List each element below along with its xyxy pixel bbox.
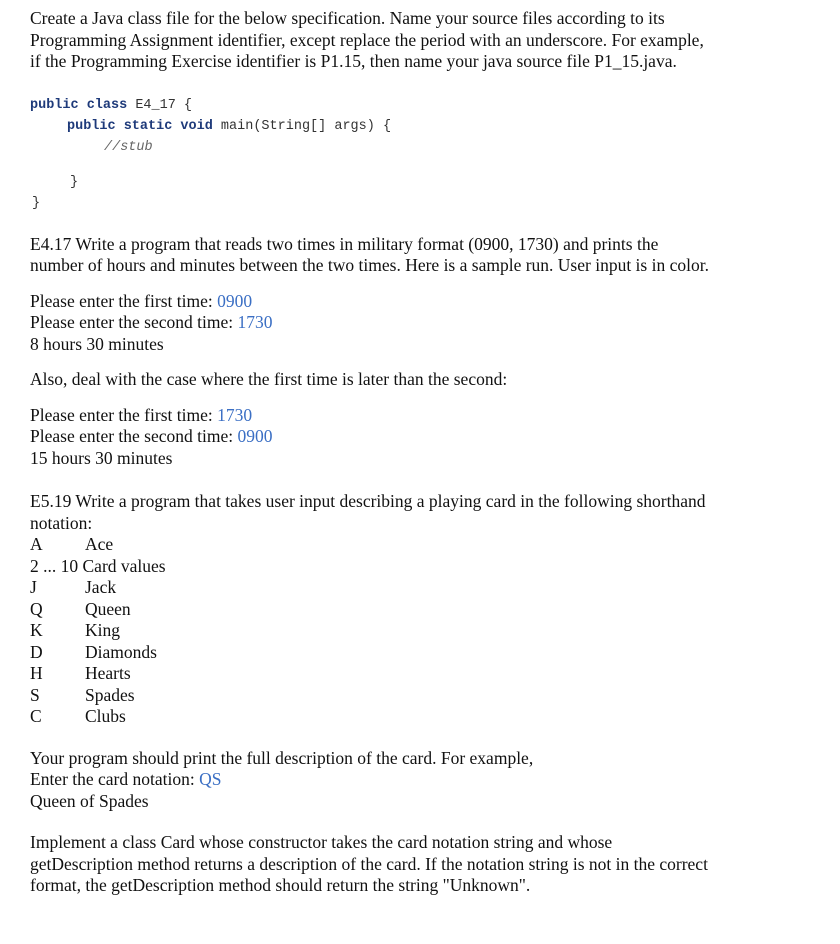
e417-line: E4.17 Write a program that reads two times in military format (0900, 1730) and prints the — [30, 233, 659, 254]
code-line — [30, 95, 820, 116]
e519-section — [30, 491, 820, 897]
intro-line: Create a Java class file for the below specification. Name your source files according to its — [30, 8, 665, 28]
notation-symbol: D — [30, 641, 43, 662]
user-input-text: 1730 — [237, 312, 273, 332]
notation-desc: Queen — [85, 598, 131, 619]
e519-line: notation: — [30, 512, 93, 533]
notation-desc: Spades — [85, 684, 135, 705]
notation-row — [30, 556, 820, 578]
card-values-text: 2 ... 10 Card values — [30, 555, 166, 576]
intro-paragraph — [30, 8, 820, 73]
code-line: } — [70, 174, 79, 190]
prompt-text: Please enter the second time: — [30, 312, 238, 332]
e417-line: number of hours and minutes between the two times. Here is a sample run. User input is in color. — [30, 255, 709, 275]
user-input-text: 0900 — [237, 426, 273, 446]
e417-section — [30, 234, 820, 470]
notation-row — [30, 599, 820, 621]
code-text: main(String[] args) { — [212, 118, 392, 134]
prompt-text: Enter the card notation: — [30, 769, 200, 789]
e519-line: E5.19 Write a program that takes user input describing a playing card in the following shorthand — [30, 491, 706, 511]
also-text: Also, deal with the case where the first time is later than the second: — [30, 369, 508, 389]
code-comment: //stub — [104, 139, 153, 155]
notation-table — [30, 534, 820, 728]
notation-symbol: H — [30, 663, 43, 683]
notation-symbol: Q — [30, 598, 43, 619]
code-block — [30, 95, 820, 214]
notation-desc: Ace — [85, 534, 114, 554]
result-text: Queen of Spades — [30, 790, 149, 811]
notation-row — [30, 620, 820, 642]
notation-desc: Jack — [85, 577, 117, 597]
notation-row — [30, 642, 820, 664]
notation-row — [30, 706, 820, 728]
intro-line: Programming Assignment identifier, except replace the period with an underscore. For example, — [30, 29, 704, 50]
notation-desc: Hearts — [85, 663, 131, 683]
code-line: } — [32, 195, 41, 211]
user-input-text: QS — [199, 769, 222, 789]
notation-desc: King — [85, 620, 120, 640]
prompt-text: Please enter the second time: — [30, 426, 238, 446]
sample-run-2 — [30, 405, 820, 470]
notation-symbol: S — [30, 684, 40, 705]
implement-paragraph — [30, 832, 820, 897]
code-keyword: public static void — [67, 118, 213, 134]
result-text: 8 hours 30 minutes — [30, 333, 164, 354]
notation-symbol: C — [30, 706, 42, 726]
code-text: E4_17 { — [127, 97, 193, 113]
implement-line: format, the getDescription method should return the string "Unknown". — [30, 875, 531, 895]
prompt-text: Please enter the first time: — [30, 290, 218, 311]
notation-symbol: K — [30, 620, 43, 640]
user-input-text: 0900 — [217, 290, 253, 311]
notation-row — [30, 685, 820, 707]
example-block — [30, 748, 820, 813]
notation-row — [30, 663, 820, 685]
notation-row — [30, 577, 820, 599]
notation-symbol: A — [30, 534, 43, 554]
document — [30, 8, 820, 897]
implement-line: Implement a class Card whose constructor takes the card notation string and whose — [30, 832, 613, 852]
result-text: 15 hours 30 minutes — [30, 447, 173, 468]
sample-run-1 — [30, 291, 820, 356]
notation-symbol: J — [30, 577, 37, 597]
code-line — [30, 116, 820, 137]
intro-line: if the Programming Exercise identifier is P1.15, then name your java source file P1_15.java. — [30, 51, 677, 71]
notation-desc: Clubs — [85, 706, 126, 726]
example-intro: Your program should print the full description of the card. For example, — [30, 747, 534, 768]
user-input-text: 1730 — [217, 404, 253, 425]
implement-line: getDescription method returns a description of the card. If the notation string is not in the correct — [30, 853, 708, 874]
notation-desc: Diamonds — [85, 641, 157, 662]
prompt-text: Please enter the first time: — [30, 404, 218, 425]
notation-row — [30, 534, 820, 556]
code-keyword: public class — [30, 97, 128, 113]
